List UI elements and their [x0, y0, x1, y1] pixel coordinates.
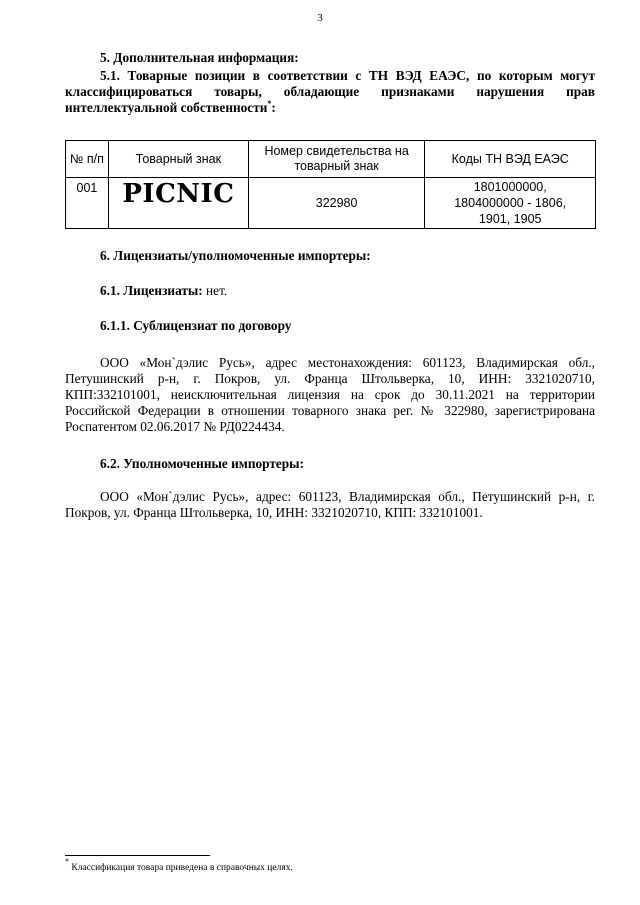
section-6-heading: 6. Лицензиаты/уполномоченные импортеры: — [100, 248, 371, 263]
sublicensee-paragraph: ООО «Мон`дэлис Русь», адрес местонахождения: 601123, Владимирская обл., Петушинский р-н, г. Покров, ул. Франца Штольверка, 10, ИНН: 3321020710, КПП:332101001, неисключительная лицензия на срок до 30.11.2021 на территории Российской Федерации в отношении товарного знака рег. № 322980, зарегистрирована Роспатентом 02.06.2017 № РД0224434. — [65, 355, 595, 434]
footnote-reference: * — [267, 99, 272, 108]
section-5-1-colon: : — [271, 100, 276, 115]
row-number: 001 — [66, 178, 109, 229]
footnote — [65, 857, 293, 874]
header-codes: Коды ТН ВЭД ЕАЭС — [425, 141, 596, 178]
codes-cell — [425, 178, 596, 229]
trademark-table — [65, 140, 596, 229]
licensees-value: нет. — [206, 283, 228, 298]
importers-paragraph: ООО «Мон`дэлис Русь», адрес: 601123, Владимирская обл., Петушинский р-н, г. Покров, ул. Франца Штольверка, 10, ИНН: 3321020710, КПП: 332101001. — [65, 489, 595, 520]
trademark-cell — [108, 178, 248, 229]
section-6-2-heading: 6.2. Уполномоченные импортеры: — [100, 456, 304, 471]
page-number: 3 — [317, 12, 323, 24]
section-5-heading: 5. Дополнительная информация: — [100, 50, 299, 65]
section-5-1-text: 5.1. Товарные позиции в соответствии с ТН ВЭД ЕАЭС, по которым могут классифицироваться товары, обладающие признаками нарушения прав интеллектуальной собственности — [65, 68, 595, 115]
picnic-trademark-logo: PICNIC — [122, 179, 235, 209]
header-certificate: Номер свидетельства на товарный знак — [248, 141, 425, 178]
header-number: № п/п — [66, 141, 109, 178]
header-trademark: Товарный знак — [108, 141, 248, 178]
section-6-1-line — [100, 283, 227, 299]
footnote-mark: * — [65, 857, 69, 866]
code-line: 1801000000, — [473, 180, 547, 194]
table-header-row — [66, 141, 596, 178]
section-6-1-1-heading: 6.1.1. Сублицензиат по договору — [100, 318, 292, 333]
section-5-1-paragraph — [65, 68, 595, 116]
licensees-label: 6.1. Лицензиаты: — [100, 283, 203, 298]
footnote-text: Классификация товара приведена в справочных целях. — [71, 863, 293, 873]
footnote-separator — [65, 855, 210, 856]
certificate-number: 322980 — [248, 178, 425, 229]
code-line: 1804000000 - 1806, — [454, 196, 567, 210]
code-line: 1901, 1905 — [478, 212, 542, 226]
table-row — [66, 178, 596, 229]
